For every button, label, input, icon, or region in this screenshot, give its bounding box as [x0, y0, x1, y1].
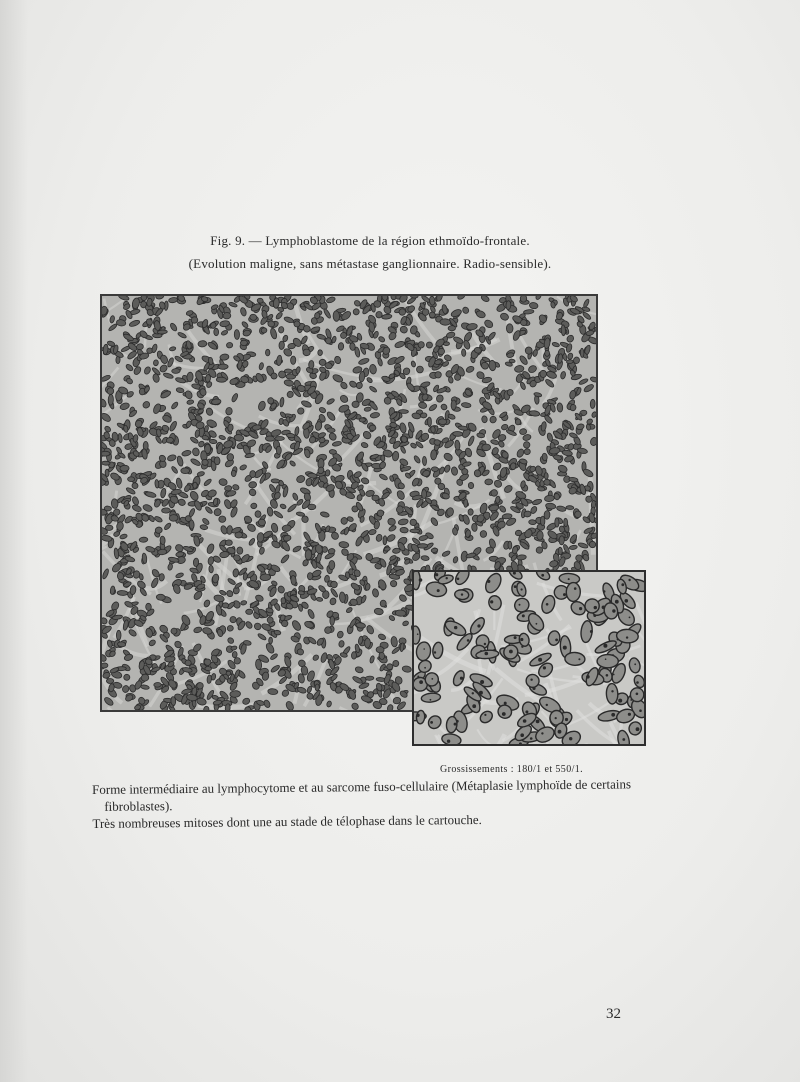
magnification-label: Grossissements : 180/1 et 550/1.	[440, 764, 584, 775]
description-line-2: fibroblastes).	[104, 798, 173, 814]
description-line-1: Forme intermédiaire au lymphocytome et au sarcome fuso-cellulaire (Métaplasie lymphoïde de certains	[92, 776, 632, 797]
figure-description	[92, 775, 703, 832]
description-line-3: Très nombreuses mitoses dont une au stade de télophase dans le cartouche.	[92, 811, 482, 831]
figure-title: Fig. 9. — Lymphoblastome de la région ethmoïdo-frontale.	[210, 233, 530, 248]
figure-subtitle: (Evolution maligne, sans métastase ganglionnaire. Radio-sensible).	[188, 256, 552, 271]
micrograph-inset-drawing	[414, 572, 644, 744]
page-edge-shadow	[0, 0, 28, 1082]
micrograph-inset	[412, 570, 646, 746]
page-number: 32	[606, 1006, 621, 1022]
